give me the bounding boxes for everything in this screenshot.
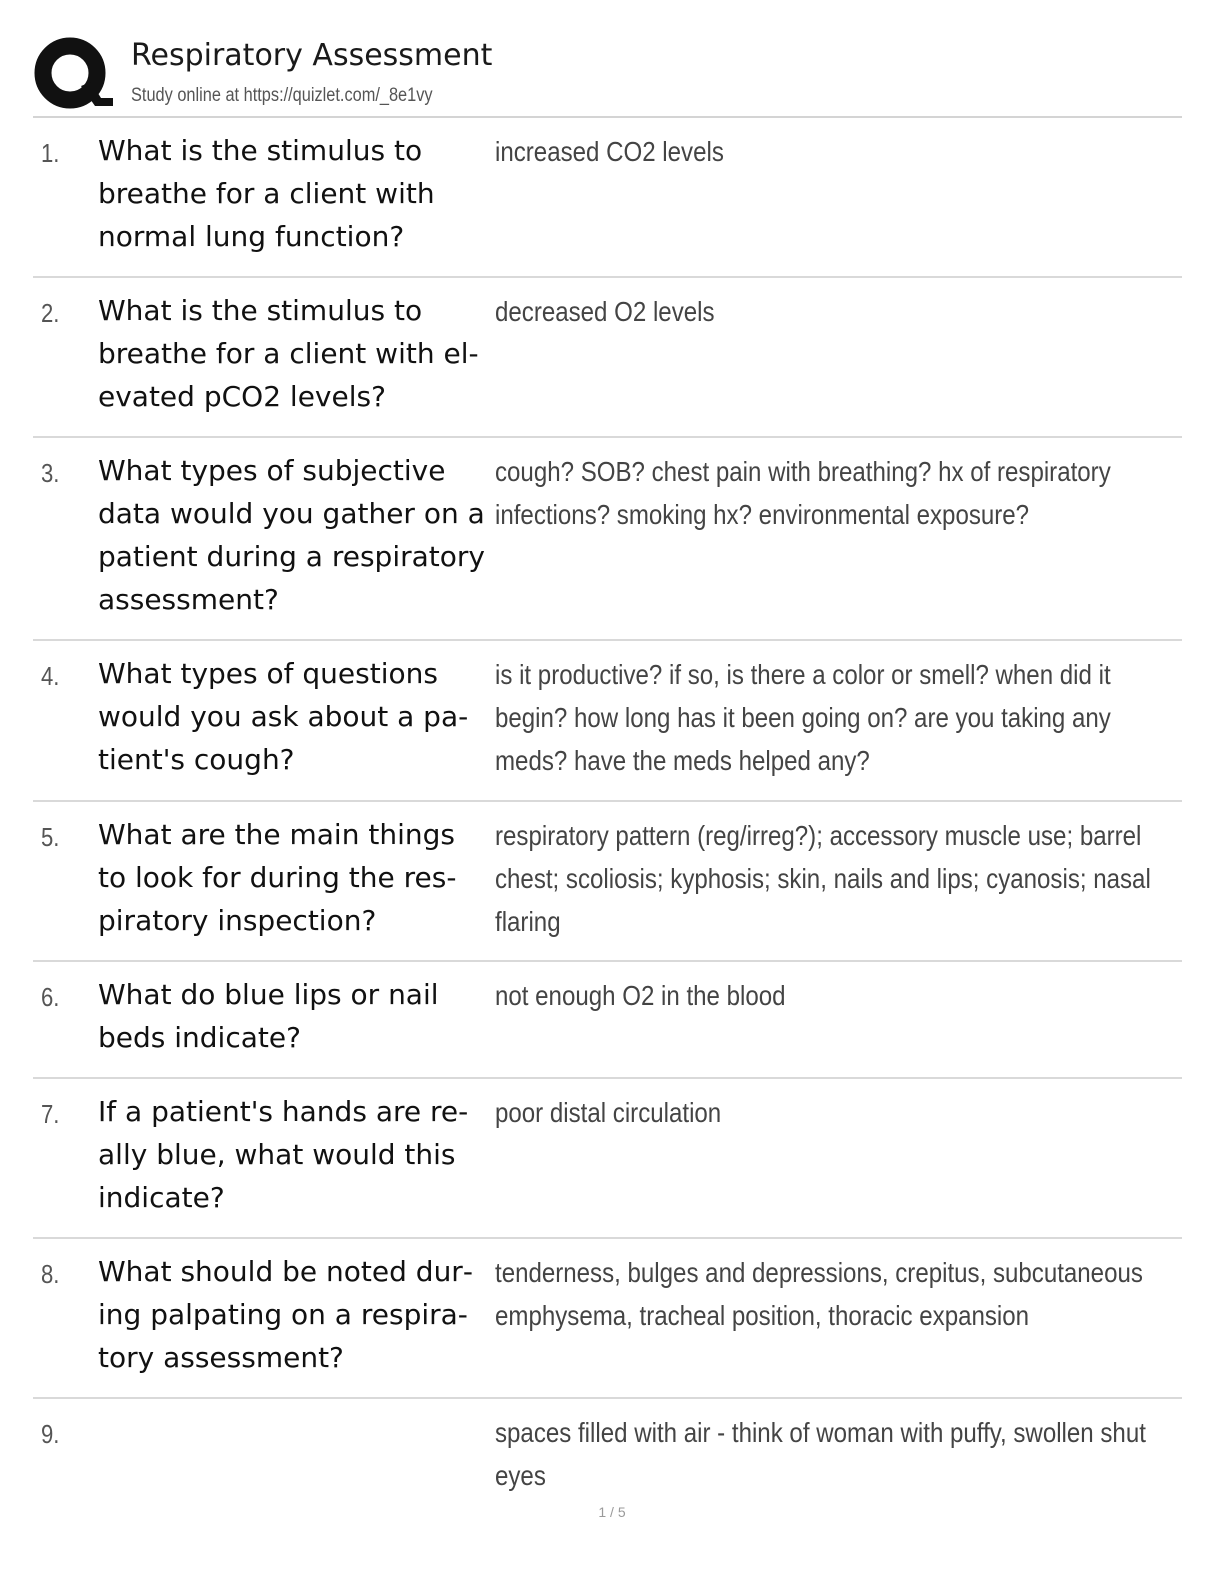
flashcard-row [33, 438, 1182, 641]
flashcard-row [33, 641, 1182, 802]
card-definition: spaces filled with air - think of woman with puffy, swollen shut eyes [495, 1417, 1146, 1491]
flashcard-row [33, 1079, 1182, 1239]
card-definition: tenderness, bulges and depressions, crepitus, subcutaneous emphysema, tracheal position, thoracic expansion [495, 1257, 1143, 1331]
card-definition: cough? SOB? chest pain with breathing? hx of respiratory infections? smoking hx? environmental exposure? [495, 456, 1111, 530]
card-number: 5. [41, 822, 60, 852]
card-number: 1. [41, 138, 60, 168]
card-definition: is it productive? if so, is there a color or smell? when did it begin? how long has it been going on? are you taking any meds? have the meds helped any? [495, 659, 1111, 776]
card-number: 3. [41, 458, 60, 488]
card-number: 4. [41, 661, 60, 691]
card-definition: increased CO2 levels [495, 136, 724, 167]
page-number: 1 / 5 [598, 1504, 626, 1520]
quizlet-logo-icon [33, 34, 113, 114]
card-number: 8. [41, 1259, 60, 1289]
card-term: What do blue lips or nail beds indicate? [98, 978, 439, 1054]
page-header [33, 30, 1183, 116]
card-term: What types of questions would you ask about a patient's cough? [98, 657, 469, 776]
card-term: What should be noted during palpating on a respiratory assessment? [98, 1255, 473, 1374]
card-definition: decreased O2 levels [495, 296, 715, 327]
card-number: 6. [41, 982, 60, 1012]
card-term: What is the stimulus to breathe for a client with normal lung function? [98, 134, 435, 253]
card-term: What are the main things to look for during the respiratory inspection? [98, 818, 457, 937]
card-number: 7. [41, 1099, 60, 1129]
card-number: 2. [41, 298, 60, 328]
card-number: 9. [41, 1419, 60, 1449]
flashcard-row [33, 1239, 1182, 1399]
flashcard-list [33, 118, 1182, 1491]
flashcard-row [33, 802, 1182, 962]
flashcard-row [33, 962, 1182, 1079]
flashcard-row [33, 278, 1182, 438]
page-title: Respiratory Assessment [131, 38, 493, 73]
card-term: What is the stimulus to breathe for a client with elevated pCO2 levels? [98, 294, 479, 413]
flashcard-row [33, 1399, 1182, 1491]
flashcard-row [33, 118, 1182, 278]
card-definition: poor distal circulation [495, 1097, 722, 1128]
card-definition: not enough O2 in the blood [495, 980, 786, 1011]
card-definition: respiratory pattern (reg/irreg?); accessory muscle use; barrel chest; scoliosis; kyphosis; skin, nails and lips; cyanosis; nasal flaring [495, 820, 1151, 937]
study-online-link[interactable]: Study online at https://quizlet.com/_8e1vy [131, 85, 433, 106]
card-term: If a patient's hands are really blue, what would this indicate? [98, 1095, 469, 1214]
card-term: What types of subjective data would you gather on a patient during a respiratory assessment? [98, 454, 485, 616]
